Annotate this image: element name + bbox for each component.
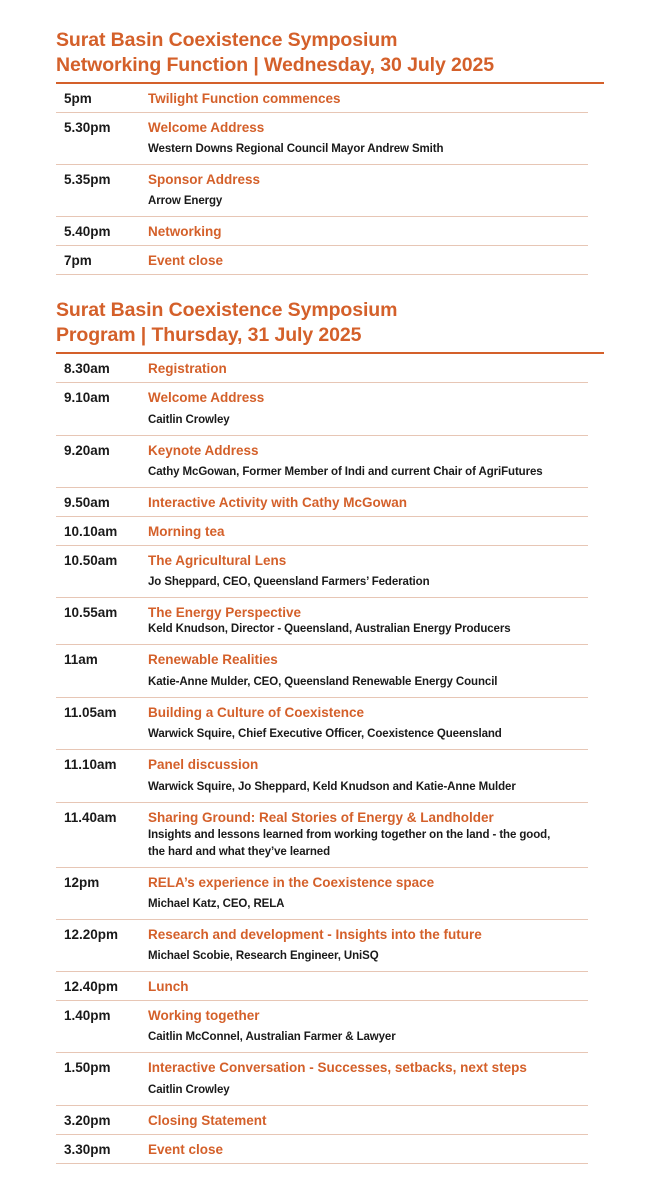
row-title: Event close (148, 1142, 224, 1157)
row-subtitle: Arrow Energy (148, 195, 223, 207)
row-title: Closing Statement (148, 1113, 267, 1128)
row-title: Networking (148, 224, 222, 239)
row-title: The Agricultural Lens (148, 553, 287, 568)
row-title: Event close (148, 253, 224, 268)
schedule-row (56, 972, 588, 1001)
row-time: 9.50am (64, 495, 110, 510)
row-subtitle: Jo Sheppard, CEO, Queensland Farmers’ Federation (148, 576, 430, 588)
row-title: Welcome Address (148, 120, 265, 135)
row-time: 3.30pm (64, 1142, 111, 1157)
row-subtitle: Cathy McGowan, Former Member of Indi and current Chair of AgriFutures (148, 466, 543, 478)
row-title: Building a Culture of Coexistence (148, 705, 365, 720)
row-subtitle: Warwick Squire, Jo Sheppard, Keld Knudson and Katie-Anne Mulder (148, 781, 516, 793)
row-subtitle: Keld Knudson, Director - Queensland, Australian Energy Producers (148, 623, 511, 635)
row-time: 10.55am (64, 605, 118, 620)
row-title: Interactive Conversation - Successes, setbacks, next steps (148, 1060, 527, 1075)
schedule-row (56, 1135, 588, 1164)
row-title: Morning tea (148, 524, 225, 539)
row-time: 11.05am (64, 705, 117, 720)
row-title: Sharing Ground: Real Stories of Energy & Landholder (148, 810, 494, 825)
schedule-row (56, 113, 588, 165)
schedule-row (56, 436, 588, 488)
row-title: Lunch (148, 979, 189, 994)
schedule-row (56, 920, 588, 972)
row-title: Panel discussion (148, 757, 259, 772)
row-title: Interactive Activity with Cathy McGowan (148, 495, 408, 510)
row-time: 10.10am (64, 524, 118, 539)
row-subtitle: Caitlin Crowley (148, 414, 230, 426)
schedule-row (56, 750, 588, 803)
schedule-row (56, 165, 588, 217)
schedule-row (56, 868, 588, 920)
row-subtitle: Warwick Squire, Chief Executive Officer, Coexistence Queensland (148, 728, 502, 740)
row-subtitle: Insights and lessons learned from working together on the land - the good, the hard and what they’ve learned (148, 829, 551, 858)
row-time: 5.30pm (64, 120, 111, 135)
schedule-row (56, 217, 588, 246)
row-subtitle: Western Downs Regional Council Mayor Andrew Smith (148, 143, 444, 155)
row-title: RELA’s experience in the Coexistence space (148, 875, 435, 890)
row-title: Keynote Address (148, 443, 259, 458)
schedule-row (56, 645, 588, 698)
schedule-row (56, 698, 588, 750)
row-title: Twilight Function commences (148, 91, 341, 106)
schedule-row (56, 383, 588, 436)
row-time: 7pm (64, 253, 92, 268)
row-subtitle: Caitlin Crowley (148, 1084, 230, 1096)
row-time: 12pm (64, 875, 100, 890)
row-time: 1.40pm (64, 1008, 111, 1023)
program-schedule (56, 354, 588, 1164)
row-time: 9.10am (64, 390, 110, 405)
row-time: 5.40pm (64, 224, 111, 239)
row-time: 12.20pm (64, 927, 119, 942)
schedule-row (56, 84, 588, 113)
row-title: Research and development - Insights into the future (148, 927, 482, 942)
schedule-row (56, 1106, 588, 1135)
row-subtitle: Katie-Anne Mulder, CEO, Queensland Renewable Energy Council (148, 676, 498, 688)
program-title-line2: Program | Thursday, 31 July 2025 (56, 324, 362, 346)
row-time: 3.20pm (64, 1113, 111, 1128)
row-time: 1.50pm (64, 1060, 111, 1075)
row-subtitle: Caitlin McConnel, Australian Farmer & Lawyer (148, 1031, 396, 1043)
networking-schedule (56, 84, 588, 275)
row-title: Welcome Address (148, 390, 265, 405)
row-time: 11am (64, 652, 98, 667)
schedule-row (56, 354, 588, 383)
row-time: 5pm (64, 91, 92, 106)
row-time: 10.50am (64, 553, 118, 568)
row-title: Registration (148, 361, 227, 376)
networking-title-line1: Surat Basin Coexistence Symposium (56, 29, 398, 51)
schedule-row (56, 488, 588, 517)
networking-title-line2: Networking Function | Wednesday, 30 July 2025 (56, 54, 495, 76)
row-title: Renewable Realities (148, 652, 278, 667)
schedule-row (56, 1053, 588, 1106)
row-time: 11.40am (64, 810, 117, 825)
row-time: 11.10am (64, 757, 117, 772)
networking-section (56, 28, 604, 275)
row-time: 8.30am (64, 361, 110, 376)
row-title: Working together (148, 1008, 260, 1023)
row-time: 12.40pm (64, 979, 119, 994)
row-subtitle: Michael Katz, CEO, RELA (148, 898, 285, 910)
row-time: 9.20am (64, 443, 110, 458)
schedule-row (56, 598, 588, 645)
row-title: Sponsor Address (148, 172, 261, 187)
schedule-row (56, 546, 588, 598)
row-subtitle: Michael Scobie, Research Engineer, UniSQ (148, 950, 379, 962)
row-title: The Energy Perspective (148, 605, 302, 620)
program-title-line1: Surat Basin Coexistence Symposium (56, 299, 398, 321)
schedule-row (56, 517, 588, 546)
row-time: 5.35pm (64, 172, 111, 187)
schedule-row (56, 803, 588, 868)
program-section (56, 298, 604, 1164)
schedule-row (56, 1001, 588, 1053)
schedule-row (56, 246, 588, 275)
